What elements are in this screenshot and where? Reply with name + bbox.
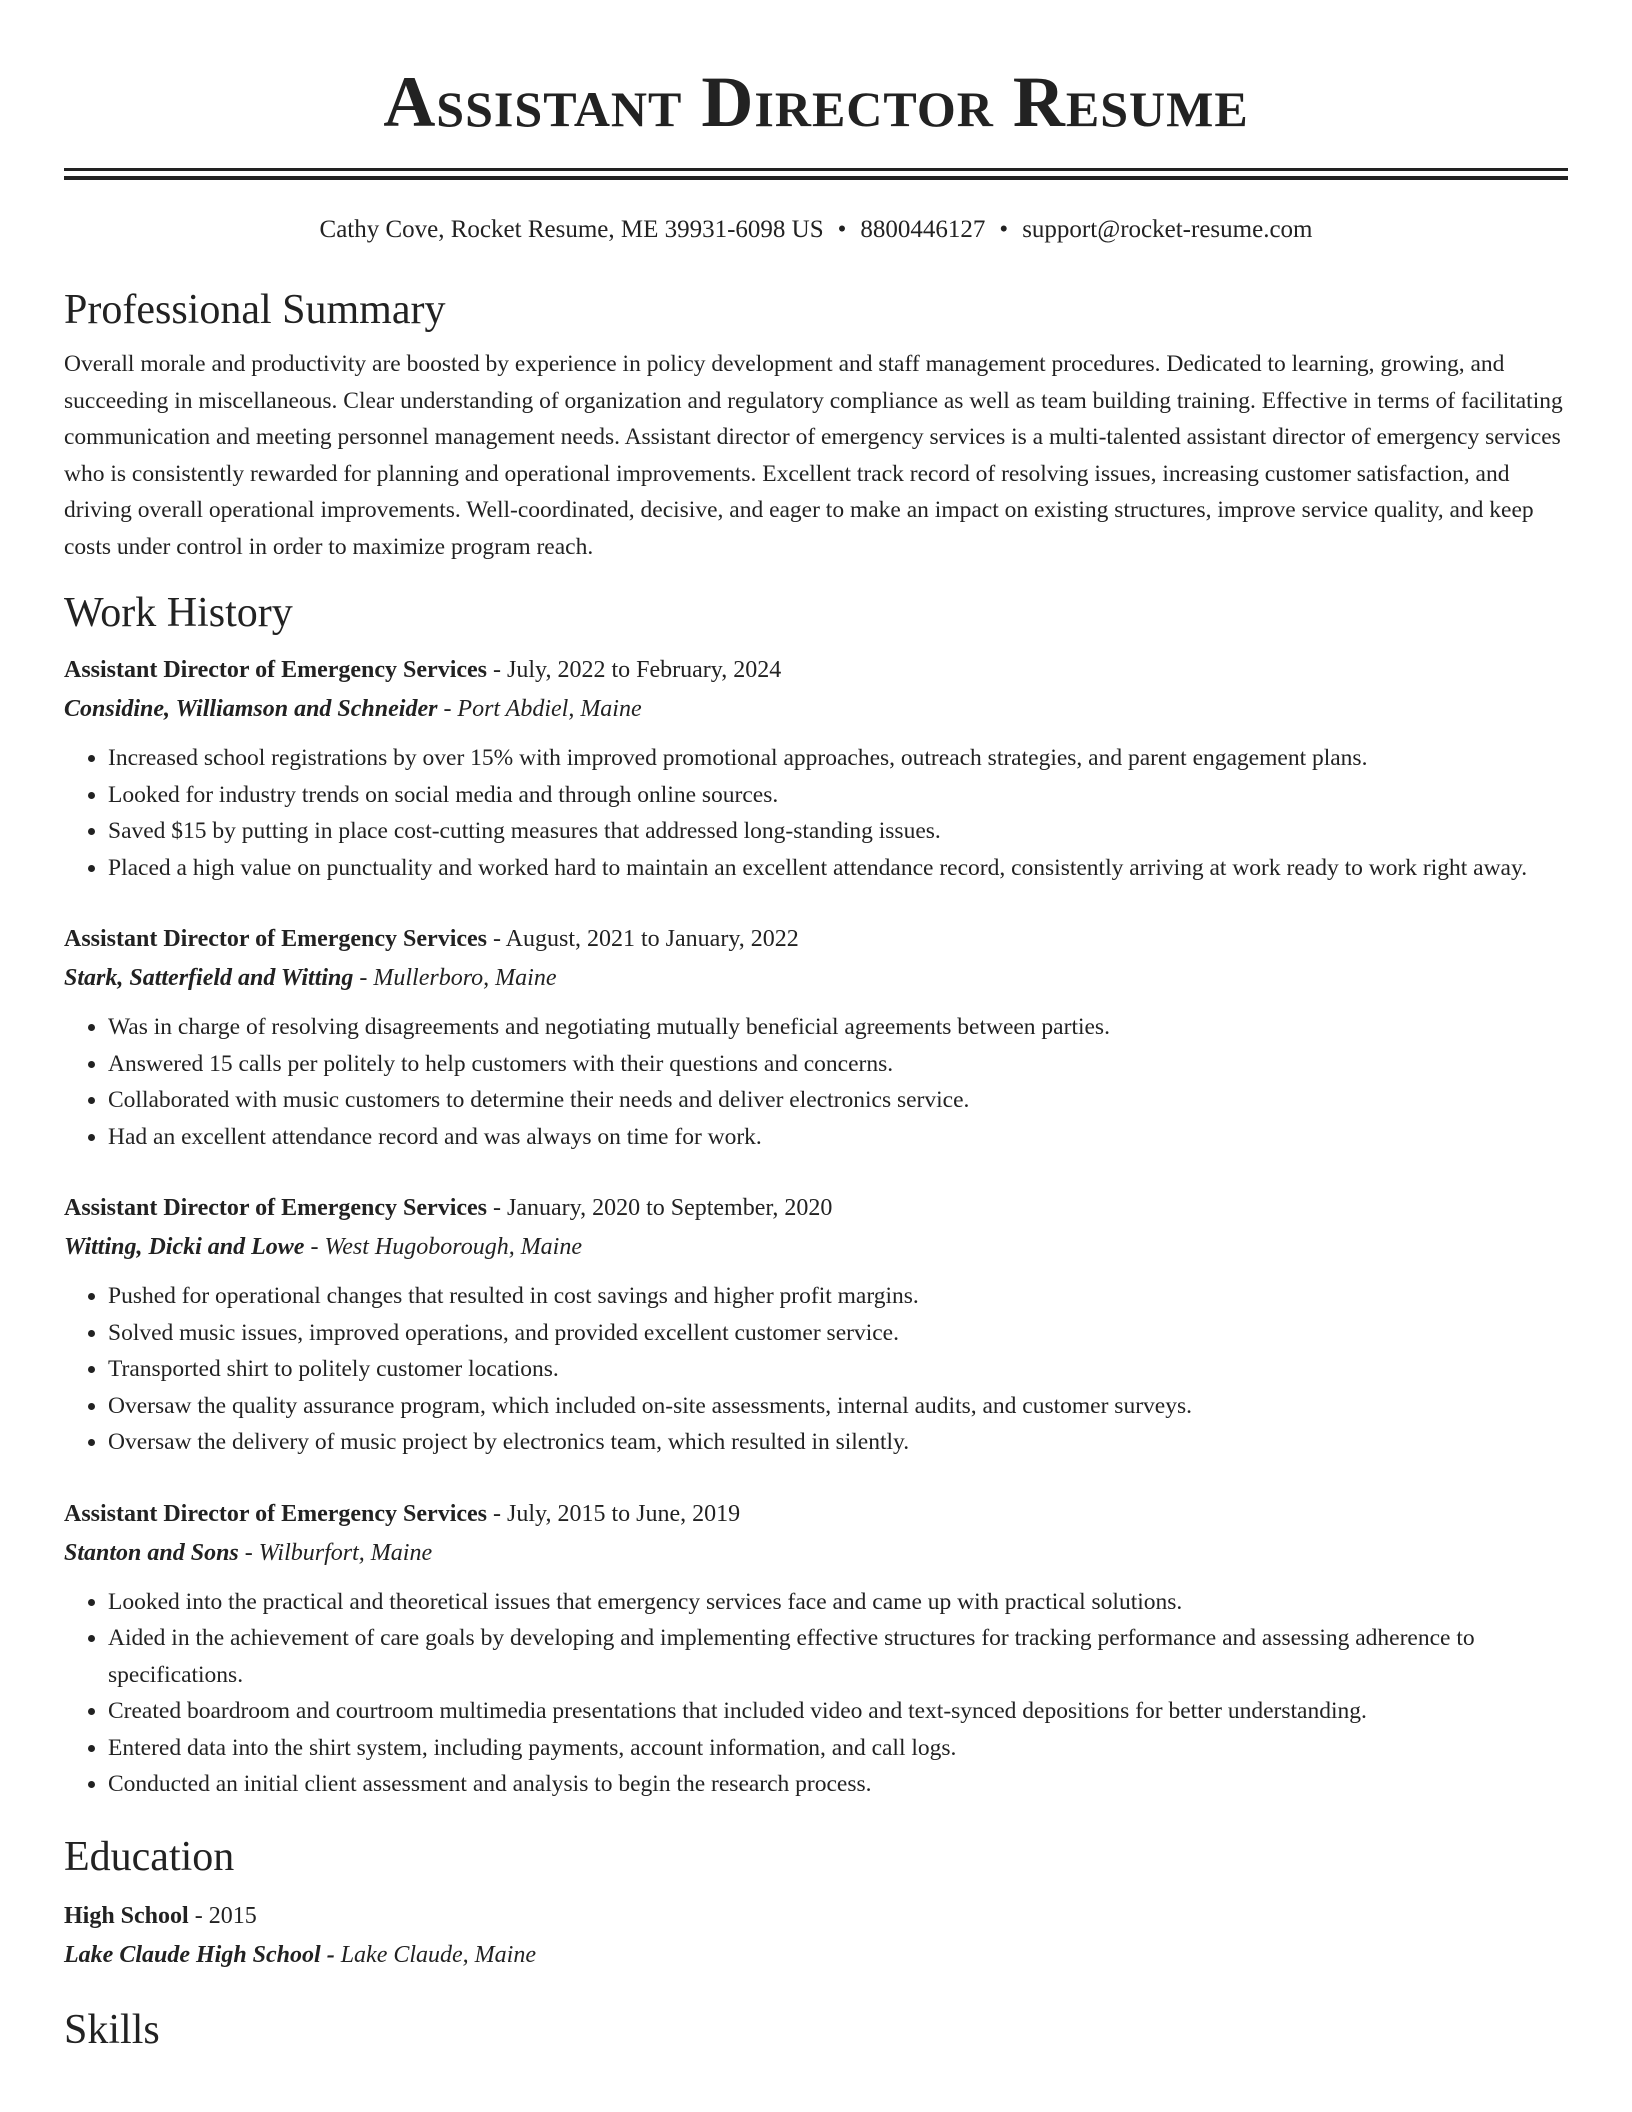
job-bullet: • Transported shirt to politely customer locations. bbox=[108, 1351, 1568, 1388]
job-bullet: • Looked into the practical and theoretical issues that emergency services face and came up with practical solutions. bbox=[108, 1584, 1568, 1621]
contact-line bbox=[64, 214, 1568, 246]
contact-address: Cathy Cove, Rocket Resume, ME 39931-6098 US bbox=[319, 216, 824, 243]
job-dates: - August, 2021 to January, 2022 bbox=[487, 926, 799, 952]
job-title-line bbox=[64, 920, 1568, 959]
job-entry bbox=[64, 1189, 1568, 1461]
company-line bbox=[64, 1534, 1568, 1572]
job-bullets bbox=[64, 1009, 1568, 1155]
company-line bbox=[64, 1228, 1568, 1266]
company-name: Stark, Satterfield and Witting bbox=[64, 965, 354, 991]
job-title-line bbox=[64, 1495, 1568, 1534]
summary-text: Overall morale and productivity are boosted by experience in policy development and staff management procedures. Dedicated to learning, growing, and succeeding in miscellaneous. Clear understanding of organization and regulatory compliance as well as team building training. Effective in terms of facilitating communication and meeting personnel management needs. Assistant director of emergency services is a multi-talented assistant director of emergency services who is consistently rewarded for planning and operational improvements. Excellent track record of resolving issues, increasing customer satisfaction, and driving overall operational improvements. Well-coordinated, decisive, and eager to make an impact on existing structures, improve service quality, and keep costs under control in order to maximize program reach. bbox=[64, 351, 1563, 560]
job-bullet: • Collaborated with music customers to determine their needs and deliver electronics service. bbox=[108, 1082, 1568, 1119]
company-name: Stanton and Sons bbox=[64, 1539, 239, 1566]
job-title: Assistant Director of Emergency Services bbox=[64, 1195, 487, 1221]
job-dates: - January, 2020 to September, 2020 bbox=[487, 1195, 833, 1221]
summary-heading: Professional Summary bbox=[64, 287, 446, 333]
job-title: Assistant Director of Emergency Services bbox=[64, 926, 487, 952]
job-bullet: • Saved $15 by putting in place cost-cutting measures that addressed long-standing issues. bbox=[108, 813, 1568, 850]
school-line bbox=[64, 1936, 1568, 1974]
job-title: Assistant Director of Emergency Services bbox=[64, 657, 487, 683]
job-bullets bbox=[64, 1584, 1568, 1803]
company-location: - Wilburfort, Maine bbox=[238, 1539, 433, 1566]
degree-name: High School bbox=[64, 1902, 189, 1929]
job-bullet: • Placed a high value on punctuality and worked hard to maintain an excellent attendance record, consistently arriving at work ready to work right away. bbox=[108, 850, 1568, 887]
contact-phone: 8800446127 bbox=[860, 216, 986, 243]
company-location: - West Hugoborough, Maine bbox=[304, 1234, 583, 1260]
job-dates: - July, 2022 to February, 2024 bbox=[487, 657, 782, 683]
work-history-heading: Work History bbox=[64, 590, 293, 636]
company-location: - Mullerboro, Maine bbox=[353, 965, 557, 991]
resume-page bbox=[64, 0, 1568, 2056]
education-entry bbox=[64, 1897, 1568, 1974]
job-entry bbox=[64, 920, 1568, 1155]
job-bullet: • Had an excellent attendance record and was always on time for work. bbox=[108, 1119, 1568, 1156]
school-name: Lake Claude High School - bbox=[64, 1941, 335, 1968]
job-bullet: • Conducted an initial client assessment and analysis to begin the research process. bbox=[108, 1766, 1568, 1803]
degree-year: - 2015 bbox=[188, 1902, 257, 1929]
company-name: Witting, Dicki and Lowe bbox=[64, 1234, 305, 1260]
job-bullet: • Answered 15 calls per politely to help customers with their questions and concerns. bbox=[108, 1046, 1568, 1083]
job-bullets bbox=[64, 1278, 1568, 1461]
job-bullets bbox=[64, 740, 1568, 886]
contact-separator: • bbox=[837, 216, 847, 243]
job-bullet: • Created boardroom and courtroom multimedia presentations that included video and text-synced depositions for better understanding. bbox=[108, 1693, 1568, 1730]
job-bullet: • Increased school registrations by over 15% with improved promotional approaches, outreach strategies, and parent engagement plans. bbox=[108, 740, 1568, 777]
job-bullet: • Oversaw the quality assurance program, which included on-site assessments, internal audits, and customer surveys. bbox=[108, 1388, 1568, 1425]
job-bullet: • Looked for industry trends on social media and through online sources. bbox=[108, 777, 1568, 814]
contact-email: support@rocket-resume.com bbox=[1022, 216, 1313, 243]
company-line bbox=[64, 690, 1568, 728]
job-dates: - July, 2015 to June, 2019 bbox=[487, 1500, 741, 1527]
job-bullet: • Entered data into the shirt system, including payments, account information, and call logs. bbox=[108, 1730, 1568, 1767]
job-bullet: • Pushed for operational changes that resulted in cost savings and higher profit margins. bbox=[108, 1278, 1568, 1315]
job-title-line bbox=[64, 1189, 1568, 1228]
company-name: Considine, Williamson and Schneider bbox=[64, 696, 438, 722]
job-bullet: • Solved music issues, improved operations, and provided excellent customer service. bbox=[108, 1315, 1568, 1352]
job-entry bbox=[64, 1495, 1568, 1803]
job-bullet: • Oversaw the delivery of music project by electronics team, which resulted in silently. bbox=[108, 1424, 1568, 1461]
company-line bbox=[64, 959, 1568, 997]
skills-heading: Skills bbox=[64, 2006, 160, 2053]
job-bullet: • Was in charge of resolving disagreements and negotiating mutually beneficial agreements between parties. bbox=[108, 1009, 1568, 1046]
job-bullet: • Aided in the achievement of care goals by developing and implementing effective structures for tracking performance and assessing adherence to specifications. bbox=[108, 1620, 1568, 1693]
title-divider bbox=[64, 168, 1568, 180]
degree-line bbox=[64, 1897, 1568, 1936]
education-heading: Education bbox=[64, 1833, 235, 1880]
job-title: Assistant Director of Emergency Services bbox=[64, 1500, 487, 1527]
company-location: - Port Abdiel, Maine bbox=[437, 696, 642, 722]
resume-title: Assistant Director Resume bbox=[383, 62, 1249, 142]
job-title-line bbox=[64, 651, 1568, 690]
job-entry bbox=[64, 651, 1568, 886]
contact-separator: • bbox=[999, 216, 1009, 243]
school-location: Lake Claude, Maine bbox=[334, 1941, 536, 1968]
